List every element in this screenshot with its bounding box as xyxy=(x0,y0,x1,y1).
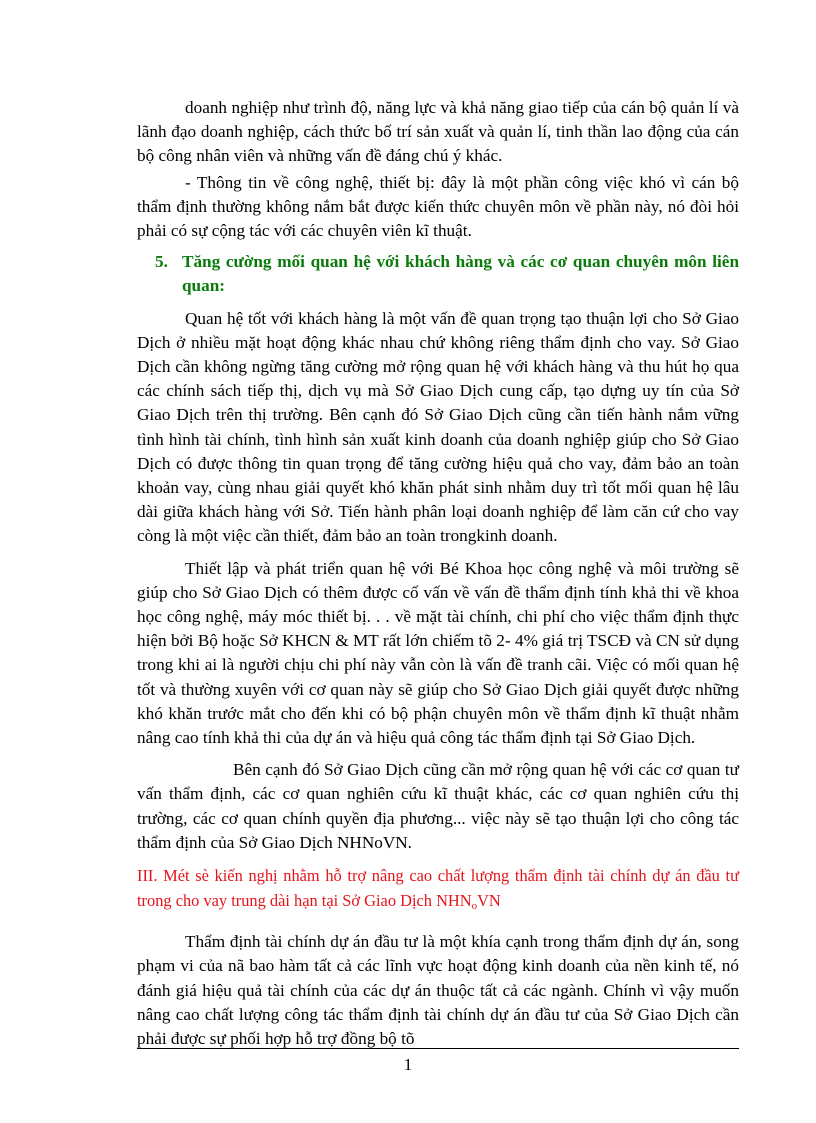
section-5-title: Tăng cường mối quan hệ với khách hàng và các cơ quan chuyên môn liên quan: xyxy=(182,252,739,296)
section-3-title: III. Mét sè kiến nghị nhằm hỗ trợ nâng cao chất lượng thẩm định tài chính dự án đầu tư trong cho vay trung dài hạn tại Sở Giao Dịch NHN xyxy=(137,866,739,910)
section-3-heading xyxy=(137,864,739,918)
page-number: 1 xyxy=(403,1055,413,1074)
document-body xyxy=(137,96,739,1051)
paragraph-financial-appraisal: Thẩm định tài chính dự án đầu tư là một khía cạnh trong thẩm định dự án, song phạm vi của nã bao hàm tất cả các lĩnh vực hoạt động kinh doanh của nền kinh tế, nó đánh giá hiệu quả tài chính của các dự án thuộc tất cả các ngành. Chính vì vậy muốn nâng cao chất lượng công tác thẩm định tài chính dự án đầu tư của Sở Giao Dịch cần phải được sự phối hợp hỗ trợ đồng bộ tõ xyxy=(137,932,739,1049)
section-3-title-end: VN xyxy=(477,890,501,910)
section-5-number: 5. xyxy=(155,252,168,272)
paragraph-technology-info: - Thông tin về công nghệ, thiết bị: đây là một phần công việc khó vì cán bộ thẩm định thường không nắm bắt được kiến thức chuyên môn về phần này, nó đòi hỏi phải có sự cộng tác với các chuyên viên kĩ thuật. xyxy=(137,172,739,241)
paragraph-staff-capability: doanh nghiệp như trình độ, năng lực và khả năng giao tiếp của cán bộ quản lí và lãnh đạo doanh nghiệp, cách thức bố trí sản xuất và quản lí, tinh thần lao động của cán bộ công nhân viên và những vấn đề đáng chú ý khác. xyxy=(137,98,739,166)
paragraph-customer-relations: Quan hệ tốt với khách hàng là một vấn đề quan trọng tạo thuận lợi cho Sở Giao Dịch ở nhiều mặt hoạt động khác nhau chứ không riêng thẩm định cho vay. Sở Giao Dịch cần không ngừng tăng cường mở rộng quan hệ với khách hàng và thu hút họ qua các chính sách tiếp thị, dịch vụ mà Sở Giao Dịch cung cấp, tạo dựng uy tín của Sở Giao Dịch trên thị trường. Bên cạnh đó Sở Giao Dịch cũng cần tiến hành nắm vững tình hình tài chính, tình hình sản xuất kinh doanh của doanh nghiệp giúp cho Sở Giao Dịch có được thông tin quan trọng để tăng cường hiệu quả cho vay, đảm bảo an toàn khoản vay, cùng nhau giải quyết khó khăn phát sinh nhằm duy trì tốt mối quan hệ lâu dài giữa khách hàng với Sở. Tiến hành phân loại doanh nghiệp để làm căn cứ cho vay còng là một việc cần thiết, đảm bảo an toàn trongkinh doanh. xyxy=(137,308,739,546)
paragraph-science-ministry: Thiết lập và phát triển quan hệ với Bé Khoa học công nghệ và môi trường sẽ giúp cho Sở Giao Dịch có thêm được cố vấn về vấn đề thẩm định tính khả thi về khoa học công nghệ, máy móc thiết bị. . . về mặt tài chính, chi phí cho việc thẩm định thực hiện bởi Bộ hoặc Sở KHCN & MT rất lớn chiếm tõ 2- 4% giá trị TSCĐ và CN sử dụng trong khi ai là người chịu chi phí này vẫn còn là vấn đề tranh cãi. Việc có mối quan hệ tốt và thường xuyên với cơ quan này sẽ giúp cho Sở Giao Dịch giải quyết được những khó khăn trước mắt cho đến khi có bộ phận chuyên môn về thẩm định kĩ thuật nhằm nâng cao tính khả thi của dự án và hiệu quả công tác thẩm định tại Sở Giao Dịch. xyxy=(137,558,739,748)
section-5-heading xyxy=(155,250,739,298)
footer-divider xyxy=(137,1048,739,1049)
paragraph-other-agencies: Bên cạnh đó Sở Giao Dịch cũng cần mở rộng quan hệ với các cơ quan tư vấn thẩm định, các cơ quan nghiên cứu kĩ thuật khác, các cơ quan nghiên cứu thị trường, các cơ quan chính quyền địa phương... việc này sẽ tạo thuận lợi cho công tác thẩm định của Sở Giao Dịch NHNoVN. xyxy=(137,760,739,852)
section-3-title-subscript: o xyxy=(471,899,478,912)
